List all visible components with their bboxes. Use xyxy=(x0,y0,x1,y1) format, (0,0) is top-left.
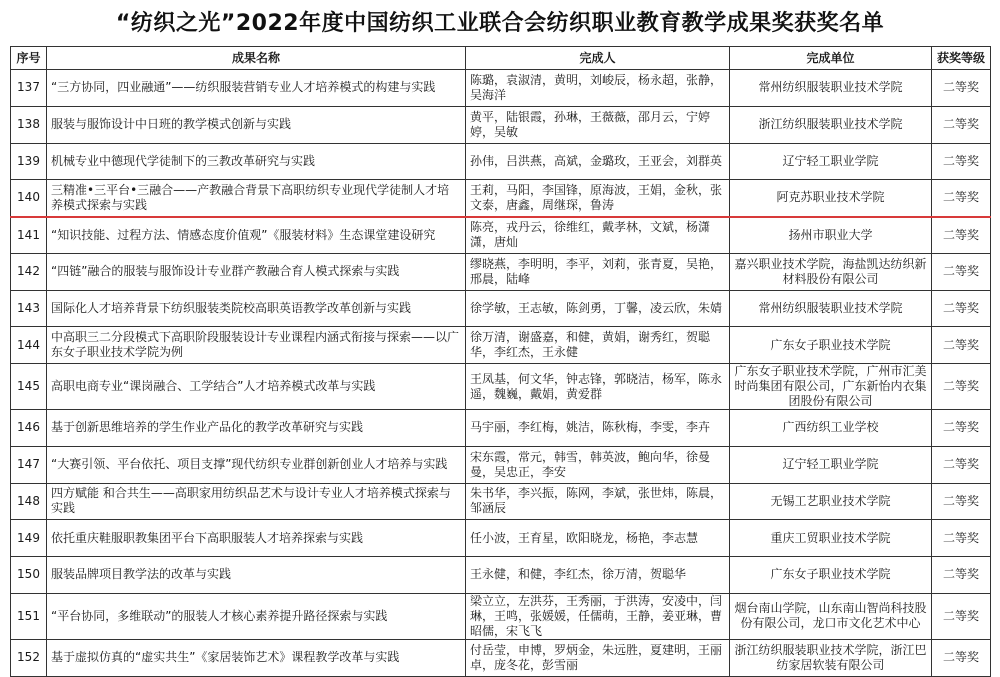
table-row xyxy=(11,180,991,217)
institution: 无锡工艺职业技术学院 xyxy=(730,483,932,520)
participants: 梁立立，左洪芬，王秀丽，于洪涛，安凌中，闫琳，王鸣，张媛媛，任儒萌，王静，姜亚琳，曹昭儒，宋飞飞 xyxy=(466,593,730,639)
row-number: 139 xyxy=(11,143,47,180)
row-number: 146 xyxy=(11,410,47,447)
institution: 浙江纺织服装职业技术学院 xyxy=(730,106,932,143)
row-number: 141 xyxy=(11,217,47,254)
participants: 王莉，马阳，李国锋，原海波，王娟，金秋，张文泰，唐鑫，周继琛，鲁涛 xyxy=(466,180,730,217)
awards-table xyxy=(10,46,991,677)
institution: 广西纺织工业学校 xyxy=(730,410,932,447)
table-row xyxy=(11,290,991,327)
institution: 浙江纺织服装职业技术学院，浙江巴纺家居软装有限公司 xyxy=(730,639,932,676)
table-row xyxy=(11,557,991,594)
participants: 缪晓燕，李明明，李平，刘莉，张青夏，吴艳，邢晨，陆峰 xyxy=(466,253,730,290)
row-number: 137 xyxy=(11,70,47,107)
participants: 宋东霞，常元，韩雪，韩英波，鲍向华，徐曼曼，吴忠正，李安 xyxy=(466,446,730,483)
row-number: 150 xyxy=(11,557,47,594)
table-row xyxy=(11,327,991,364)
participants: 王凤基，何文华，钟志锋，郭晓洁，杨军，陈永遥，魏巍，戴娟，黄爱群 xyxy=(466,364,730,410)
institution: 扬州市职业大学 xyxy=(730,217,932,254)
table-row xyxy=(11,483,991,520)
participants: 马宇丽，李红梅，姚洁，陈秋梅，李雯，李卉 xyxy=(466,410,730,447)
page-title: “纺织之光”2022年度中国纺织工业联合会纺织职业教育教学成果奖获奖名单 xyxy=(115,11,885,36)
participants: 任小波，王育星，欧阳晓龙，杨艳，李志慧 xyxy=(466,520,730,557)
achievement-name: 基于创新思维培养的学生作业产品化的教学改革研究与实践 xyxy=(47,410,466,447)
award-level: 二等奖 xyxy=(932,410,991,447)
table-row xyxy=(11,106,991,143)
achievement-name: 基于虚拟仿真的“虚实共生”《家居装饰艺术》课程教学改革与实践 xyxy=(47,639,466,676)
table-row xyxy=(11,70,991,107)
institution: 阿克苏职业技术学院 xyxy=(730,180,932,217)
achievement-name: “四链”融合的服装与服饰设计专业群产教融合育人模式探索与实践 xyxy=(47,253,466,290)
institution: 广东女子职业技术学院 xyxy=(730,327,932,364)
award-level: 二等奖 xyxy=(932,520,991,557)
award-level: 二等奖 xyxy=(932,446,991,483)
table-row xyxy=(11,253,991,290)
institution: 常州纺织服装职业技术学院 xyxy=(730,70,932,107)
row-number: 143 xyxy=(11,290,47,327)
header-name: 成果名称 xyxy=(47,47,466,70)
institution: 重庆工贸职业技术学院 xyxy=(730,520,932,557)
achievement-name: 四方赋能 和合共生——高职家用纺织品艺术与设计专业人才培养模式探索与实践 xyxy=(47,483,466,520)
table-row xyxy=(11,143,991,180)
row-number: 152 xyxy=(11,639,47,676)
row-number: 142 xyxy=(11,253,47,290)
participants: 陈亮，戎丹云，徐维红，戴孝林，文斌，杨潇潇，唐灿 xyxy=(466,217,730,254)
award-level: 二等奖 xyxy=(932,290,991,327)
achievement-name: 机械专业中德现代学徒制下的三教改革研究与实践 xyxy=(47,143,466,180)
achievement-name: 中高职三二分段模式下高职阶段服装设计专业课程内涵式衔接与探索——以广东女子职业技术学院为例 xyxy=(47,327,466,364)
achievement-name: 依托重庆鞋服职教集团平台下高职服装人才培养探索与实践 xyxy=(47,520,466,557)
award-level: 二等奖 xyxy=(932,327,991,364)
award-level: 二等奖 xyxy=(932,483,991,520)
row-number: 144 xyxy=(11,327,47,364)
award-level: 二等奖 xyxy=(932,639,991,676)
award-level: 二等奖 xyxy=(932,557,991,594)
achievement-name: “大赛引领、平台依托、项目支撑”现代纺织专业群创新创业人才培养与实践 xyxy=(47,446,466,483)
award-level: 二等奖 xyxy=(932,180,991,217)
header-unit: 完成单位 xyxy=(730,47,932,70)
award-level: 二等奖 xyxy=(932,70,991,107)
participants: 付岳莹，申博，罗炳金，朱远胜，夏建明，王丽卓，庞冬花，彭雪丽 xyxy=(466,639,730,676)
table-row xyxy=(11,593,991,639)
achievement-name: 三精准•三平台•三融合——产教融合背景下高职纺织专业现代学徒制人才培养模式探索与实践 xyxy=(47,180,466,217)
participants: 徐万清，谢盛嘉，和健，黄娟，谢秀红，贺聪华，李红杰，王永健 xyxy=(466,327,730,364)
award-level: 二等奖 xyxy=(932,253,991,290)
institution: 嘉兴职业技术学院，海盐凯达纺织新材料股份有限公司 xyxy=(730,253,932,290)
institution: 辽宁轻工职业学院 xyxy=(730,446,932,483)
table-row xyxy=(11,446,991,483)
participants: 黄平，陆银霞，孙琳，王薇薇，邵月云，宁婷婷，吴敏 xyxy=(466,106,730,143)
header-no: 序号 xyxy=(11,47,47,70)
institution: 常州纺织服装职业技术学院 xyxy=(730,290,932,327)
row-number: 151 xyxy=(11,593,47,639)
achievement-name: 服装与服饰设计中日班的教学模式创新与实践 xyxy=(47,106,466,143)
header-prize: 获奖等级 xyxy=(932,47,991,70)
award-level: 二等奖 xyxy=(932,106,991,143)
achievement-name: 服装品牌项目教学法的改革与实践 xyxy=(47,557,466,594)
table-row xyxy=(11,364,991,410)
award-level: 二等奖 xyxy=(932,593,991,639)
award-level: 二等奖 xyxy=(932,143,991,180)
award-level: 二等奖 xyxy=(932,217,991,254)
table-header-row xyxy=(11,47,991,70)
achievement-name: 国际化人才培养背景下纺织服装类院校高职英语教学改革创新与实践 xyxy=(47,290,466,327)
achievement-name: “三方协同，四业融通”——纺织服装营销专业人才培养模式的构建与实践 xyxy=(47,70,466,107)
row-number: 149 xyxy=(11,520,47,557)
award-level: 二等奖 xyxy=(932,364,991,410)
participants: 徐学敏，王志敏，陈剑勇，丁馨，凌云欣，朱婧 xyxy=(466,290,730,327)
row-number: 145 xyxy=(11,364,47,410)
achievement-name: “平台协同，多维联动”的服装人才核心素养提升路径探索与实践 xyxy=(47,593,466,639)
table-row xyxy=(11,217,991,254)
row-number: 147 xyxy=(11,446,47,483)
participants: 陈璐，袁淑清，黄明，刘峻辰，杨永超，张静，吴海洋 xyxy=(466,70,730,107)
row-number: 140 xyxy=(11,180,47,217)
participants: 孙伟，吕洪燕，高斌，金璐玫，王亚会，刘群英 xyxy=(466,143,730,180)
institution: 广东女子职业技术学院，广州市汇美时尚集团有限公司，广东新怡内衣集团股份有限公司 xyxy=(730,364,932,410)
achievement-name: “知识技能、过程方法、情感态度价值观”《服装材料》生态课堂建设研究 xyxy=(47,217,466,254)
institution: 烟台南山学院，山东南山智尚科技股份有限公司，龙口市文化艺术中心 xyxy=(730,593,932,639)
row-number: 138 xyxy=(11,106,47,143)
participants: 王永健，和健，李红杰，徐万清，贺聪华 xyxy=(466,557,730,594)
achievement-name: 高职电商专业“课岗融合、工学结合”人才培养模式改革与实践 xyxy=(47,364,466,410)
table-row xyxy=(11,410,991,447)
institution: 辽宁轻工职业学院 xyxy=(730,143,932,180)
institution: 广东女子职业技术学院 xyxy=(730,557,932,594)
header-people: 完成人 xyxy=(466,47,730,70)
row-number: 148 xyxy=(11,483,47,520)
participants: 朱书华，李兴振，陈网，李斌，张世炜，陈晨，邹涵辰 xyxy=(466,483,730,520)
table-row xyxy=(11,639,991,676)
table-row xyxy=(11,520,991,557)
